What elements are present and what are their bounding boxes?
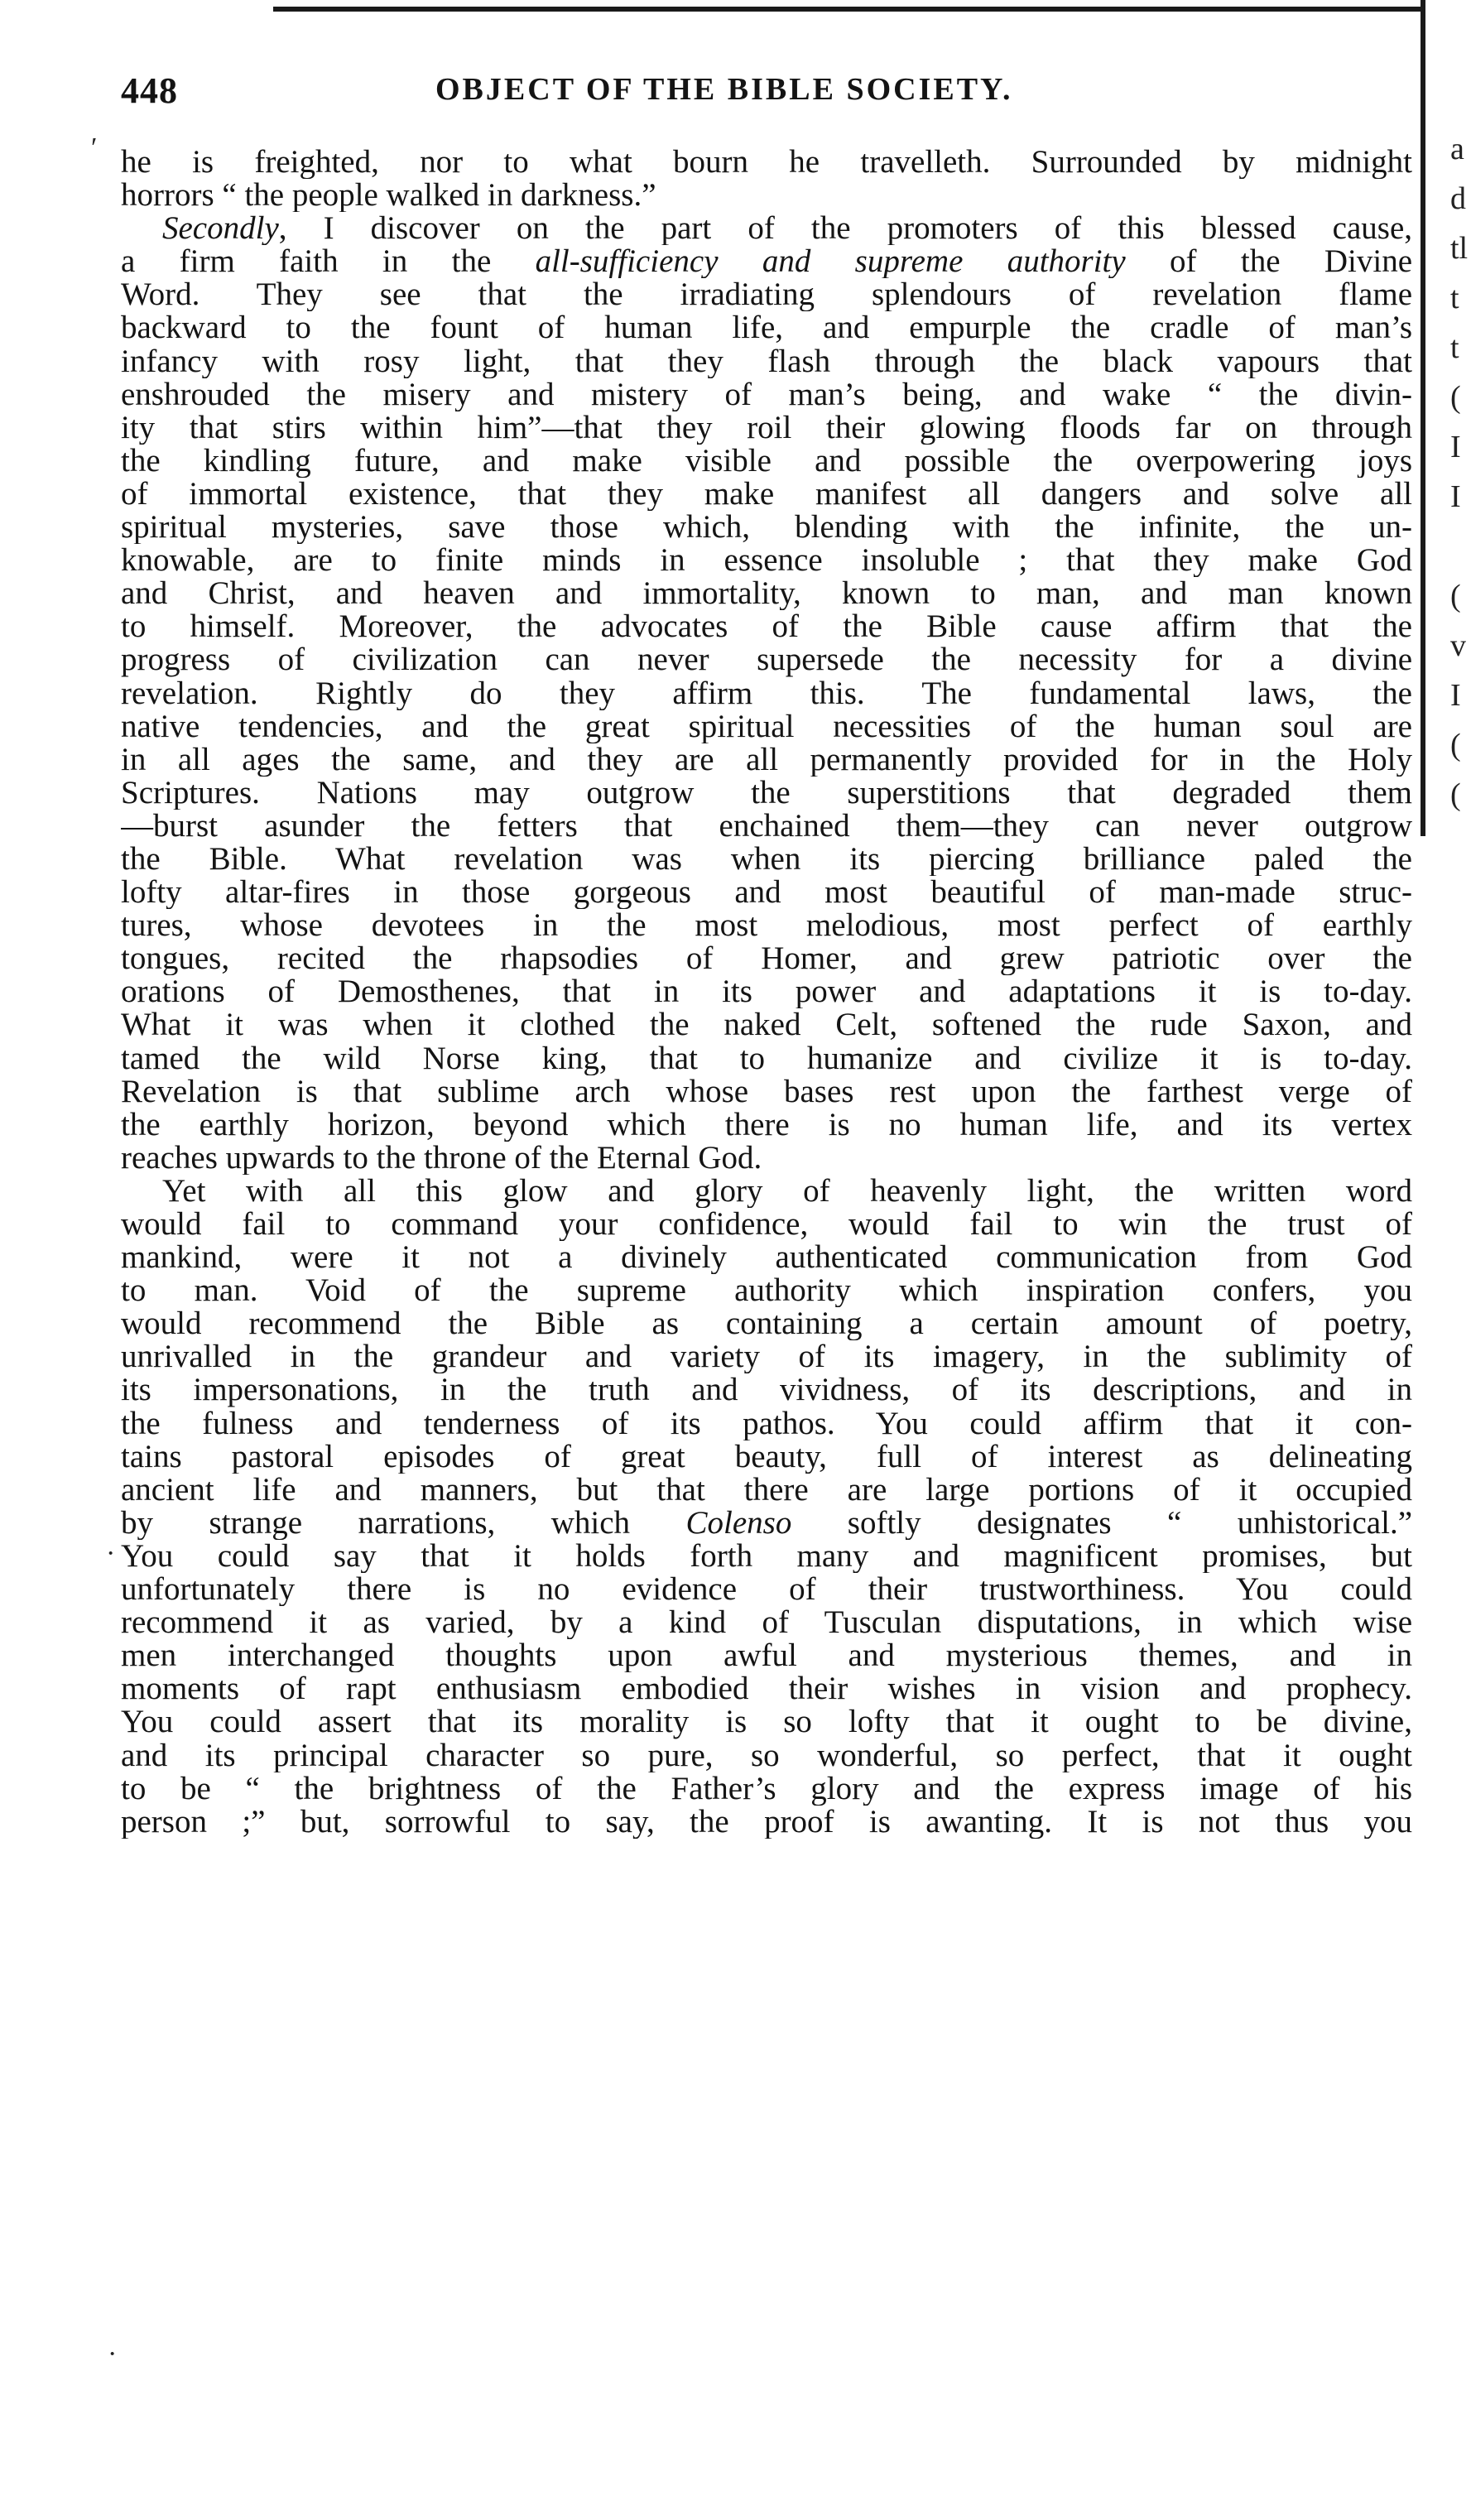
adjacent-page-glyph: v	[1450, 628, 1466, 663]
text-line: men interchanged thoughts upon awful and mysterious themes, and in	[121, 1639, 1412, 1673]
text-line: he is freighted, nor to what bourn he travelleth. Surrounded by midnight	[121, 146, 1412, 180]
text-line: the earthly horizon, beyond which there is no human life, and its vertex	[121, 1108, 1412, 1142]
text-line: mankind, were it not a divinely authenticated communication from God	[121, 1241, 1412, 1275]
text-line: lofty altar-fires in those gorgeous and most beautiful of man-made struc-	[121, 876, 1412, 910]
text-line: progress of civilization can never supersede the necessity for a divine	[121, 643, 1412, 677]
text-line: to himself. Moreover, the advocates of the Bible cause affirm that the	[121, 610, 1412, 644]
adjacent-page-glyph: (	[1450, 728, 1461, 762]
adjacent-page-glyph: a	[1450, 132, 1464, 166]
text-line: You could assert that its morality is so lofty that it ought to be divine,	[121, 1705, 1412, 1739]
adjacent-page-glyph: I	[1450, 479, 1461, 514]
text-line: backward to the fount of human life, and empurple the cradle of man’s	[121, 311, 1412, 345]
text-line: revelation. Rightly do they affirm this. The fundamental laws, the	[121, 676, 1412, 710]
text-line: tamed the wild Norse king, that to humanize and civilize it is to-day.	[121, 1041, 1412, 1075]
adjacent-page-glyph: tl	[1450, 231, 1469, 266]
text-line: would recommend the Bible as containing a certain amount of poetry,	[121, 1307, 1412, 1341]
margin-dot-mark: ·	[106, 1538, 116, 1569]
text-line: to be “ the brightness of the Father’s glory and the express image of his	[121, 1772, 1412, 1806]
text-line: infancy with rosy light, that they flash through the black vapours that	[121, 344, 1412, 378]
margin-tick-mark: ′	[91, 132, 98, 163]
adjacent-page-glyph: d	[1450, 181, 1466, 216]
text-line: person ;” but, sorrowful to say, the proof is awanting. It is not thus you	[121, 1805, 1412, 1839]
text-line: Word. They see that the irradiating splendours of revelation flame	[121, 278, 1412, 312]
text-line: the kindling future, and make visible and possible the overpowering joys	[121, 444, 1412, 478]
text-line: tures, whose devotees in the most melodious, most perfect of earthly	[121, 909, 1412, 943]
text-line: unfortunately there is no evidence of their trustworthiness. You could	[121, 1573, 1412, 1607]
text-line: —burst asunder the fetters that enchained them—they can never outgrow	[121, 809, 1412, 843]
text-line: enshrouded the misery and mistery of man’s being, and wake “ the divin-	[121, 378, 1412, 411]
text-line: moments of rapt enthusiasm embodied their wishes in vision and prophecy.	[121, 1672, 1412, 1706]
text-line: in all ages the same, and they are all permanently provided for in the Holy	[121, 743, 1412, 777]
page-edge-rule	[1421, 0, 1425, 836]
body-text	[121, 146, 1412, 1839]
adjacent-page-glyph: I	[1450, 430, 1461, 464]
page-number: 448	[121, 70, 178, 111]
text-line: Scriptures. Nations may outgrow the superstitions that degraded them	[121, 776, 1412, 810]
text-line: ancient life and manners, but that there are large portions of it occupied	[121, 1473, 1412, 1507]
text-line: of immortal existence, that they make manifest all dangers and solve all	[121, 477, 1412, 512]
top-rule	[273, 7, 1424, 12]
adjacent-page-glyph: I	[1450, 678, 1461, 713]
text-line: horrors “ the people walked in darkness.”	[121, 179, 656, 213]
text-line: tongues, recited the rhapsodies of Homer, and grew patriotic over the	[121, 942, 1412, 976]
text-line: a firm faith in the all-sufficiency and supreme authority of the Divine	[121, 245, 1412, 279]
text-line: ity that stirs within him”—that they roil their glowing floods far on through	[121, 411, 1412, 445]
margin-dot-mark: ·	[108, 2339, 118, 2369]
adjacent-page-glyph: t	[1450, 281, 1459, 315]
adjacent-page-glyph	[1450, 522, 1471, 571]
text-line: orations of Demosthenes, that in its power and adaptations it is to-day.	[121, 975, 1412, 1009]
text-line: unrivalled in the grandeur and variety of its imagery, in the sublimity of	[121, 1340, 1412, 1374]
adjacent-page-edge	[1450, 124, 1471, 820]
text-line: tains pastoral episodes of great beauty, full of interest as delineating	[121, 1440, 1412, 1474]
text-line: its impersonations, in the truth and vividness, of its descriptions, and in	[121, 1373, 1412, 1407]
text-line: knowable, are to finite minds in essence insoluble ; that they make God	[121, 544, 1412, 578]
adjacent-page-glyph: (	[1450, 579, 1461, 613]
text-line: the Bible. What revelation was when its piercing brilliance paled the	[121, 842, 1412, 877]
text-line: Secondly, I discover on the part of the promoters of this blessed cause,	[162, 212, 1412, 246]
running-head: OBJECT OF THE BIBLE SOCIETY.	[435, 72, 1013, 107]
text-line: reaches upwards to the throne of the Eternal God.	[121, 1141, 762, 1175]
text-line: You could say that it holds forth many and magnificent promises, but	[121, 1539, 1412, 1574]
text-line: to man. Void of the supreme authority which inspiration confers, you	[121, 1274, 1412, 1308]
text-line: the fulness and tenderness of its pathos. You could affirm that it con-	[121, 1407, 1412, 1440]
text-line: and Christ, and heaven and immortality, known to man, and man known	[121, 577, 1412, 611]
text-line: Revelation is that sublime arch whose bases rest upon the farthest verge of	[121, 1075, 1412, 1109]
page-header	[121, 70, 1412, 119]
adjacent-page-glyph: (	[1450, 777, 1461, 812]
text-line: by strange narrations, which Colenso softly designates “ unhistorical.”	[121, 1506, 1412, 1540]
text-line: native tendencies, and the great spiritual necessities of the human soul are	[121, 709, 1412, 743]
text-line: What it was when it clothed the naked Celt, softened the rude Saxon, and	[121, 1008, 1412, 1042]
text-line: and its principal character so pure, so wonderful, so perfect, that it ought	[121, 1739, 1412, 1772]
text-line: spiritual mysteries, save those which, blending with the infinite, the un-	[121, 511, 1412, 545]
text-line: recommend it as varied, by a kind of Tusculan disputations, in which wise	[121, 1606, 1412, 1640]
text-line: would fail to command your confidence, would fail to win the trust of	[121, 1208, 1412, 1242]
adjacent-page-glyph: (	[1450, 380, 1461, 415]
text-line: Yet with all this glow and glory of heavenly light, the written word	[162, 1174, 1412, 1208]
adjacent-page-glyph: t	[1450, 330, 1459, 365]
